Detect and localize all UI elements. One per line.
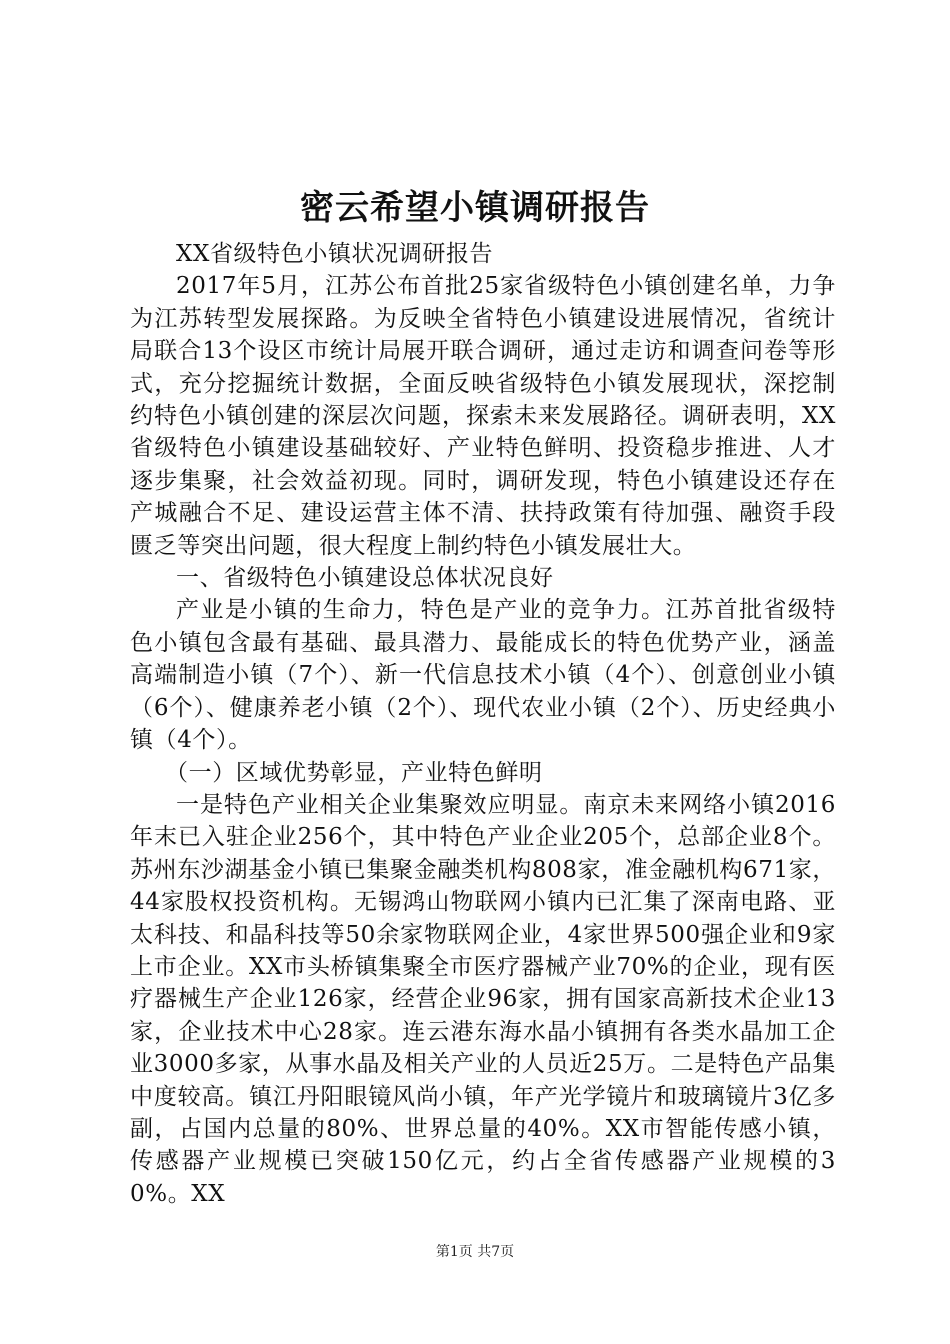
paragraph-subtitle: XX省级特色小镇状况调研报告 (176, 241, 494, 267)
document-title: 密云希望小镇调研报告 (300, 188, 650, 228)
document-body (130, 238, 836, 1210)
subsection-heading-1: （一）区域优势彰显，产业特色鲜明 (165, 759, 543, 786)
paragraph-details: 一是特色产业相关企业集聚效应明显。南京未来网络小镇2016年末已入驻企业256个，其中特色产业企业205个，总部企业8个。苏州东沙湖基金小镇已集聚金融类机构808家，准金融机构671家，44家股权投资机构。无锡鸿山物联网小镇内已汇集了深南电路、亚太科技、和晶科技等50余家物联网企业，4家世界500强企业和9家上市企业。XX市头桥镇集聚全市医疗器械产业70%的企业，现有医疗器械生产企业126家，经营企业96家，拥有国家高新技术企业13家，企业技术中心28家。连云港东海水晶小镇拥有各类水晶加工企业3000多家，从事水晶及相关产业的人员近25万。二是特色产品集中度较高。镇江丹阳眼镜风尚小镇，年产光学镜片和玻璃镜片3亿多副，占国内总量的80%、世界总量的40%。XX市智能传感小镇，传感器产业规模已突破150亿元，约占全省传感器产业规模的30%。XX (130, 791, 836, 1207)
section-heading-1: 一、省级特色小镇建设总体状况良好 (176, 565, 554, 592)
page-number: 第1页 共7页 (435, 1244, 515, 1260)
paragraph-intro: 2017年5月，江苏公布首批25家省级特色小镇创建名单，力争为江苏转型发展探路。为反映全省特色小镇建设进展情况，省统计局联合13个设区市统计局展开联合调研，通过走访和调查问卷等形式，充分挖掘统计数据，全面反映省级特色小镇发展现状，深挖制约特色小镇创建的深层次问题，探索未来发展路径。调研表明，XX省级特色小镇建设基础较好、产业特色鲜明、投资稳步推进、人才逐步集聚，社会效益初现。同时，调研发现，特色小镇建设还存在产城融合不足、建设运营主体不清、扶持政策有待加强、融资手段匮乏等突出问题，很大程度上制约特色小镇发展壮大。 (130, 273, 836, 559)
paragraph-industry: 产业是小镇的生命力，特色是产业的竞争力。江苏首批省级特色小镇包含最有基础、最具潜力、最能成长的特色优势产业，涵盖高端制造小镇（7个）、新一代信息技术小镇（4个）、创意创业小镇（6个）、健康养老小镇（2个）、现代农业小镇（2个）、历史经典小镇（4个）。 (130, 597, 836, 754)
